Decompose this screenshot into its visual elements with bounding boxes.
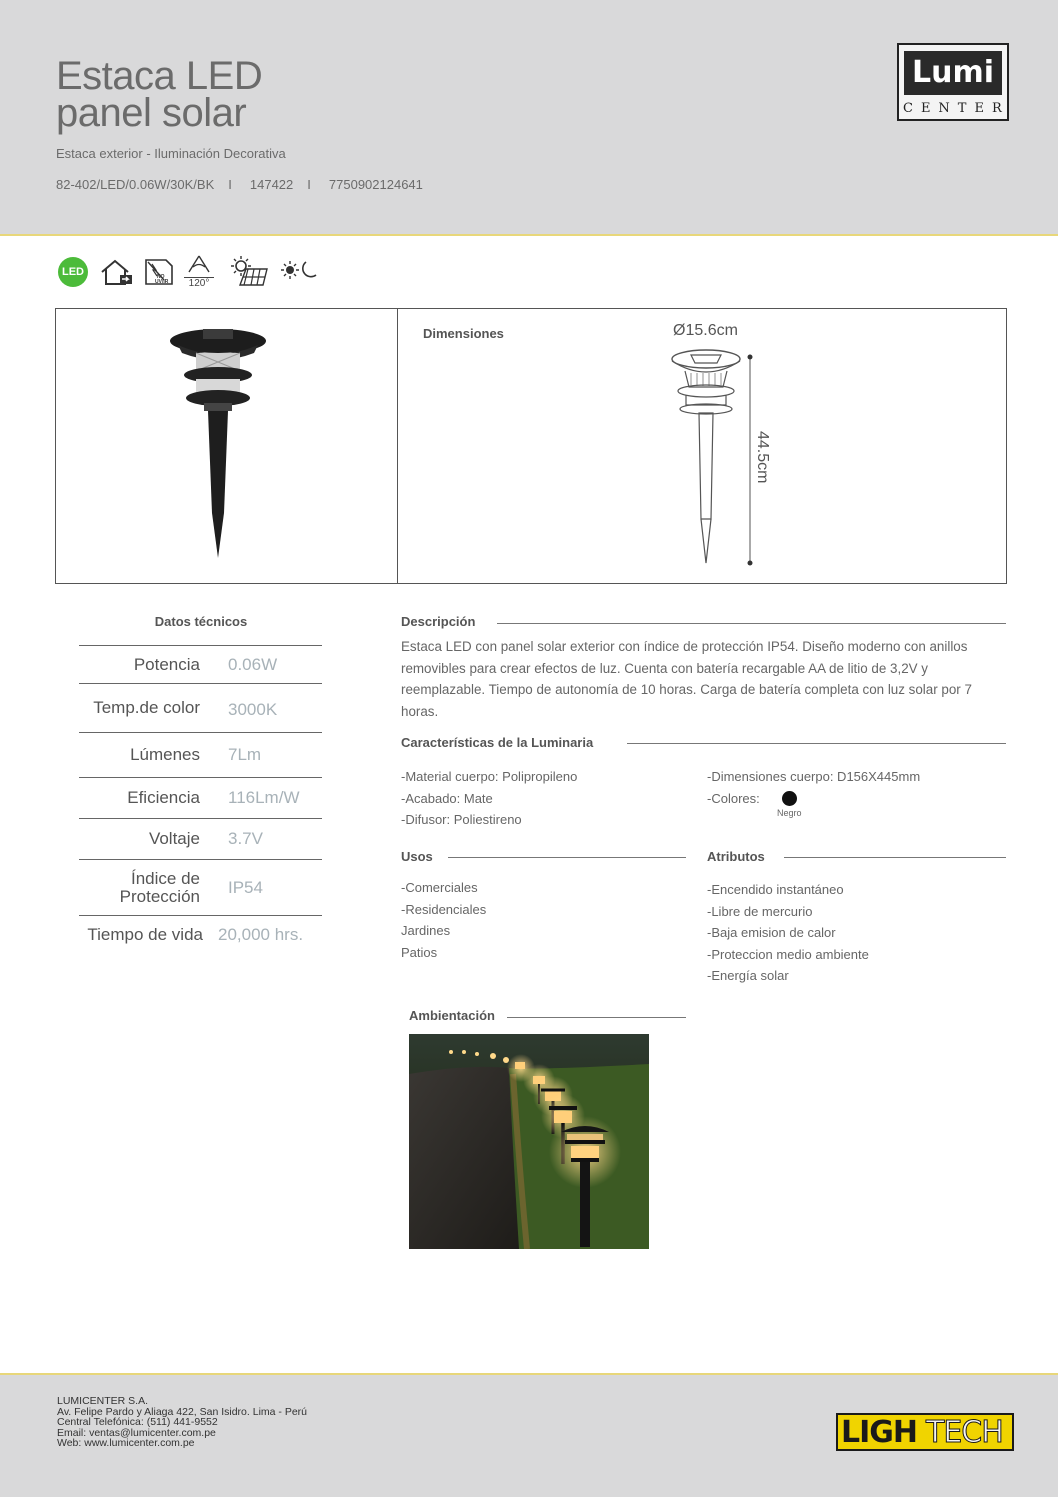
description-text: Estaca LED con panel solar exterior con índice de protección IP54. Diseño moderno con anillos removibles para crear efectos de luz. Cuenta con batería recargable AA de litio de 3,2V y reemplazable. Tiempo de autonomía de 10 horas. Carga de batería completa con luz solar por 7 horas.: [401, 639, 972, 719]
characteristics-right-list: [707, 766, 920, 809]
company-phone: Central Telefónica: (511) 441-9552: [57, 1416, 218, 1429]
beam-angle-icon: [184, 254, 214, 276]
tech-label: Potencia: [133, 654, 200, 674]
usos-list: [401, 877, 486, 963]
tech-value: 3.7V: [228, 829, 263, 848]
tech-label: Voltaje: [148, 829, 200, 848]
title-line-1: Estaca LED: [56, 54, 263, 98]
tech-row-eficiencia: [79, 777, 322, 818]
tech-value: 116Lm/W: [228, 788, 300, 807]
list-item: -Libre de mercurio: [707, 903, 813, 919]
tech-label-line: Índice de: [131, 868, 200, 888]
title-line-2: panel solar: [56, 91, 247, 135]
image-divider: [397, 309, 398, 583]
list-item: -Encendido instantáneo: [707, 882, 844, 897]
height-label: 44.5cm: [754, 431, 771, 484]
company-contact: [57, 1396, 307, 1449]
tech-row-tiempo-vida: [79, 915, 322, 953]
list-item: -Colores:: [707, 790, 760, 806]
ambientacion-rule: [507, 1017, 686, 1018]
atributos-title: Atributos: [707, 849, 765, 864]
product-title: [56, 54, 263, 135]
description-rule: [497, 623, 1006, 624]
tech-label: [79, 870, 200, 906]
list-item: -Baja emision de calor: [707, 925, 836, 940]
characteristics-rule: [627, 743, 1006, 744]
list-item: -Energía solar: [707, 968, 789, 983]
logo-lumi-text: Lumi: [904, 51, 1002, 95]
tech-row-voltaje: [79, 818, 322, 859]
list-item: -Proteccion medio ambiente: [707, 946, 869, 962]
list-item: -Material cuerpo: Polipropileno: [401, 769, 578, 784]
list-item: -Dimensiones cuerpo: D156X445mm: [707, 769, 921, 784]
tech-label: Eficiencia: [127, 788, 200, 807]
tech-label: Temp.de color: [93, 698, 200, 717]
tech-label: Tiempo de vida: [87, 924, 203, 944]
characteristics-left-list: [401, 766, 577, 831]
tech-value: 3000K: [228, 700, 278, 719]
color-name: Negro: [777, 808, 802, 818]
code-separator: I: [228, 177, 232, 192]
product-barcode: 7750902124641: [328, 177, 423, 192]
usos-title: Usos: [401, 849, 433, 864]
list-item: Jardines: [401, 923, 451, 938]
atributos-list: [707, 879, 869, 987]
tech-row-proteccion: [79, 859, 322, 915]
tech-value: 0.06W: [228, 654, 278, 674]
diameter-label: Ø15.6cm: [673, 322, 738, 339]
tech-row-temp-color: [79, 683, 322, 732]
footer-band: [0, 1373, 1058, 1497]
tech-label: Lúmenes: [130, 745, 200, 764]
atributos-rule: [784, 857, 1006, 858]
tech-label-line: Protección: [119, 886, 200, 906]
svg-text:NO: NO: [157, 274, 165, 280]
ambientacion-title: Ambientación: [409, 1008, 495, 1023]
tech-data-table: [79, 645, 322, 953]
tech-value: 7Lm: [228, 745, 262, 764]
list-item: -Residenciales: [401, 901, 487, 917]
list-item: -Difusor: Poliestireno: [401, 812, 522, 827]
usos-rule: [448, 857, 686, 858]
list-item: -Comerciales: [401, 880, 478, 895]
company-name: LUMICENTER S.A.: [57, 1395, 149, 1407]
tech-value: 20,000 hrs.: [218, 924, 304, 944]
outdoor-house-icon: [98, 257, 136, 289]
product-subtitle: Estaca exterior - Iluminación Decorativa: [56, 146, 286, 161]
day-night-icon: [280, 259, 322, 283]
list-item: Patios: [401, 944, 438, 960]
beam-angle-label: 120°: [184, 277, 214, 289]
characteristics-title: Características de la Luminaria: [401, 735, 594, 750]
product-code: 82-402/LED/0.06W/30K/BK: [56, 177, 215, 192]
tech-row-potencia: [79, 645, 322, 683]
list-item: -Acabado: Mate: [401, 790, 493, 806]
svg-text:UV/IR: UV/IR: [155, 279, 169, 285]
product-photo: [156, 323, 296, 563]
tech-row-lumenes: [79, 732, 322, 777]
company-address: Av. Felipe Pardo y Aliaga 422, San Isidro. Lima - Perú: [57, 1405, 307, 1418]
ambience-photo: [409, 1034, 649, 1249]
led-icon: LED: [58, 257, 88, 287]
description-title: Descripción: [401, 614, 476, 629]
no-uv-icon: [144, 256, 174, 288]
product-image-box: [55, 308, 1007, 584]
solar-panel-icon: [230, 255, 268, 287]
dimensions-title: Dimensiones: [423, 326, 504, 341]
color-swatch: [782, 791, 797, 806]
code-separator: I: [307, 177, 311, 192]
lumicenter-logo: [897, 43, 1009, 121]
tech-value: IP54: [228, 877, 263, 897]
lightech-logo: [836, 1413, 1014, 1451]
company-email: Email: ventas@lumicenter.com.pe: [57, 1426, 216, 1439]
product-codes: [56, 177, 423, 192]
lightech-logo-tech: TECH: [926, 1415, 1003, 1450]
product-sku: 147422: [249, 177, 294, 192]
lightech-logo-light: LIGH: [841, 1415, 918, 1450]
tech-data-title: Datos técnicos: [154, 614, 248, 629]
logo-center-text: CENTER: [903, 101, 1010, 116]
header-band: [0, 0, 1058, 236]
company-web: Web: www.lumicenter.com.pe: [57, 1437, 195, 1450]
